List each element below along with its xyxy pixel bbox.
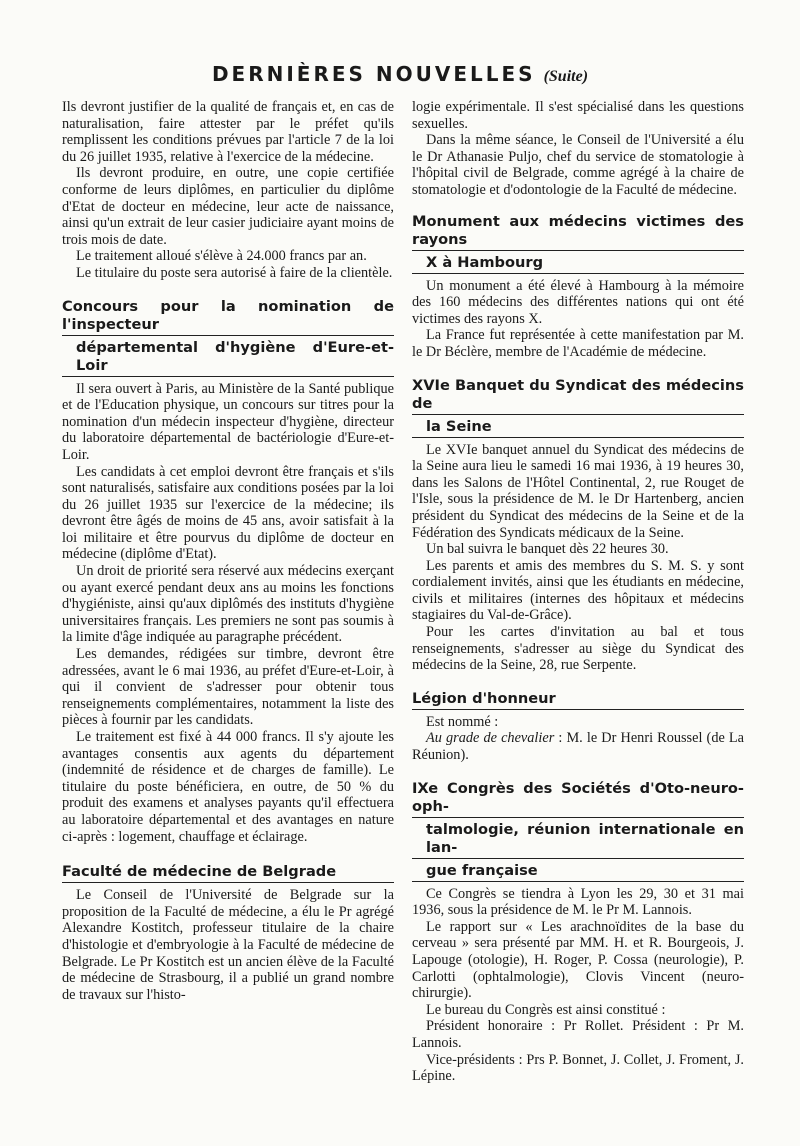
heading-line: XVIe Banquet du Syndicat des médecins de xyxy=(412,377,744,415)
page-title xyxy=(0,62,800,86)
heading-line: talmologie, réunion internationale en lan- xyxy=(412,821,744,859)
heading-line: Faculté de médecine de Belgrade xyxy=(62,863,394,883)
section-heading-concours xyxy=(62,298,394,377)
paragraph: Ce Congrès se tiendra à Lyon les 29, 30 et 31 mai 1936, sous la présidence de M. le Pr M. Lannois. xyxy=(412,885,744,919)
paragraph: Un bal suivra le banquet dès 22 heures 30. xyxy=(426,541,669,558)
paragraph: Les parents et amis des membres du S. M. S. y sont cordialement invités, ainsi que les étudiants en médecine, civils et militaires (internes des hôpitaux et médecins stagiaires du Val-de-Grâce). xyxy=(412,557,744,624)
paragraph: Le bureau du Congrès est ainsi constitué : xyxy=(426,1001,666,1018)
heading-line: Légion d'honneur xyxy=(412,690,744,710)
page-title-suite: (Suite) xyxy=(543,68,589,85)
paragraph: Un droit de priorité sera réservé aux médecins exerçant ou ayant exercé pendant deux ans au moins les fonctions d'hygiéniste, ainsi qu'aux diplômés des instituts d'hygiène universitaires français. Les premiers ne sont pas soumis à la limite d'âge indiquée au paragraphe précédent. xyxy=(62,563,394,646)
paragraph: Président honoraire : Pr Rollet. Président : Pr M. Lannois. xyxy=(412,1018,744,1051)
heading-line: Concours pour la nomination de l'inspecteur xyxy=(62,298,394,336)
section-heading-legion xyxy=(412,690,744,710)
paragraph: Un monument a été élevé à Hambourg à la mémoire des 160 médecins des différentes nations qui ont été victimes des rayons X. xyxy=(412,277,744,327)
paragraph: Le XVIe banquet annuel du Syndicat des médecins de la Seine aura lieu le samedi 16 mai 1936, à 19 heures 30, dans les Salons de l'Hôtel Continental, 2, rue Rouget de l'Isle, sous la présidence de M. le Dr Hartenberg, ancien président du Syndicat des médecins de la Seine et de la Fédération des Syndicats médicaux de la Seine. xyxy=(412,441,744,541)
paragraph: Le rapport sur « Les arachnoïdites de la base du cerveau » sera présenté par MM. H. et R. Bourgeois, J. Lapouge (otologie), H. Roger, P. Cossa (neurologie), P. Carlotti (ophtalmologie), Clovis Vincent (neuro-chirurgie). xyxy=(412,918,744,1002)
left-column xyxy=(62,99,394,1003)
paragraph: Les candidats à cet emploi devront être français et s'ils sont naturalisés, satisfaire aux conditions posées par la loi du 26 juillet 1935 sur l'exercice de la médecine; ils devront être âgés de moins de 45 ans, avoir satisfait à la loi militaire et être pourvus du diplôme de docteur en médecine (diplôme d'Etat). xyxy=(62,463,394,563)
heading-line: Monument aux médecins victimes des rayons xyxy=(412,213,744,251)
paragraph: logie expérimentale. Il s'est spécialisé dans les questions sexuelles. xyxy=(412,99,744,132)
paragraph xyxy=(412,730,744,763)
italic-text: Au grade de chevalier xyxy=(426,730,555,747)
heading-line: la Seine xyxy=(412,418,744,438)
section-heading-monument xyxy=(412,213,744,274)
section-heading-belgrade xyxy=(62,863,394,883)
page-title-text: DERNIÈRES NOUVELLES xyxy=(211,62,536,86)
paragraph: Vice-présidents : Prs P. Bonnet, J. Collet, J. Froment, J. Lépine. xyxy=(412,1051,744,1085)
paragraph: Dans la même séance, le Conseil de l'Université a élu le Dr Athanasie Puljo, chef du service de stomatologie à l'hôpital civil de Belgrade, comme agrégé à la chaire de stomatologie et d'odontologie de la Faculté de médecine. xyxy=(412,132,744,198)
text: : M. le Dr Henri Roussel (de La Réunion). xyxy=(412,730,745,764)
paragraph: Le Conseil de l'Université de Belgrade sur la proposition de la Faculté de médecine, a élu le Pr agrégé Alexandre Kostitch, professeur titulaire de la chaire d'histologie et d'embryologie à la Faculté de médecine de Belgrade. Le Pr Kostitch est un ancien élève de la Faculté de médecine de Strasbourg, il a publié un grand nombre de travaux sur l'histo- xyxy=(62,887,394,1003)
heading-line: IXe Congrès des Sociétés d'Oto-neuro-oph- xyxy=(412,780,744,818)
paragraph: Il sera ouvert à Paris, au Ministère de la Santé publique et de l'Education physique, un concours sur titres pour la nomination d'un médecin inspecteur d'hygiène, directeur du laboratoire départemental de bactériologie d'Eure-et-Loir. xyxy=(62,380,394,463)
paragraph: Pour les cartes d'invitation au bal et tous renseignements, s'adresser au siège du Syndicat des médecins de la Seine, 28, rue Serpente. xyxy=(412,624,744,674)
paragraph: La France fut représentée à cette manifestation par M. le Dr Béclère, membre de l'Académie de médecine. xyxy=(412,327,744,360)
paragraph: Le titulaire du poste sera autorisé à faire de la clientèle. xyxy=(76,264,393,281)
paragraph: Le traitement alloué s'élève à 24.000 francs par an. xyxy=(76,248,367,265)
section-heading-banquet xyxy=(412,377,744,438)
paragraph: Le traitement est fixé à 44 000 francs. Il s'y ajoute les avantages consentis aux agents du département (indemnité de résidence et de charges de famille). Le titulaire du poste bénéficiera, en outre, de 50 % du produit des examens et analyses payants qu'il effectuera au laboratoire départemental et des avantages en nature ci-après : logement, chauffage et éclairage. xyxy=(62,729,394,845)
paragraph: Est nommé : xyxy=(426,713,499,730)
heading-line: gue française xyxy=(412,862,744,882)
paragraph: Les demandes, rédigées sur timbre, devront être adressées, avant le 6 mai 1936, au préfet d'Eure-et-Loir, à qui il convient de s'adresser pour obtenir tous renseignements complémentaires, notamment la liste des pièces à fournir par les candidats. xyxy=(62,646,394,729)
section-heading-congres xyxy=(412,780,744,882)
paragraph: Ils devront produire, en outre, une copie certifiée conforme de leurs diplômes, en particulier du diplôme d'Etat de docteur en médecine, leur acte de naissance, ainsi qu'un extrait de leur casier judiciaire ayant moins de trois mois de date. xyxy=(62,165,394,248)
heading-line: départemental d'hygiène d'Eure-et-Loir xyxy=(62,339,394,377)
heading-line: X à Hambourg xyxy=(412,254,744,274)
paragraph: Ils devront justifier de la qualité de français et, en cas de naturalisation, faire attester par le préfet qu'ils remplissent les conditions prévues par l'article 7 de la loi du 26 juillet 1935, relative à l'exercice de la médecine. xyxy=(62,99,394,165)
right-column xyxy=(412,99,744,1085)
